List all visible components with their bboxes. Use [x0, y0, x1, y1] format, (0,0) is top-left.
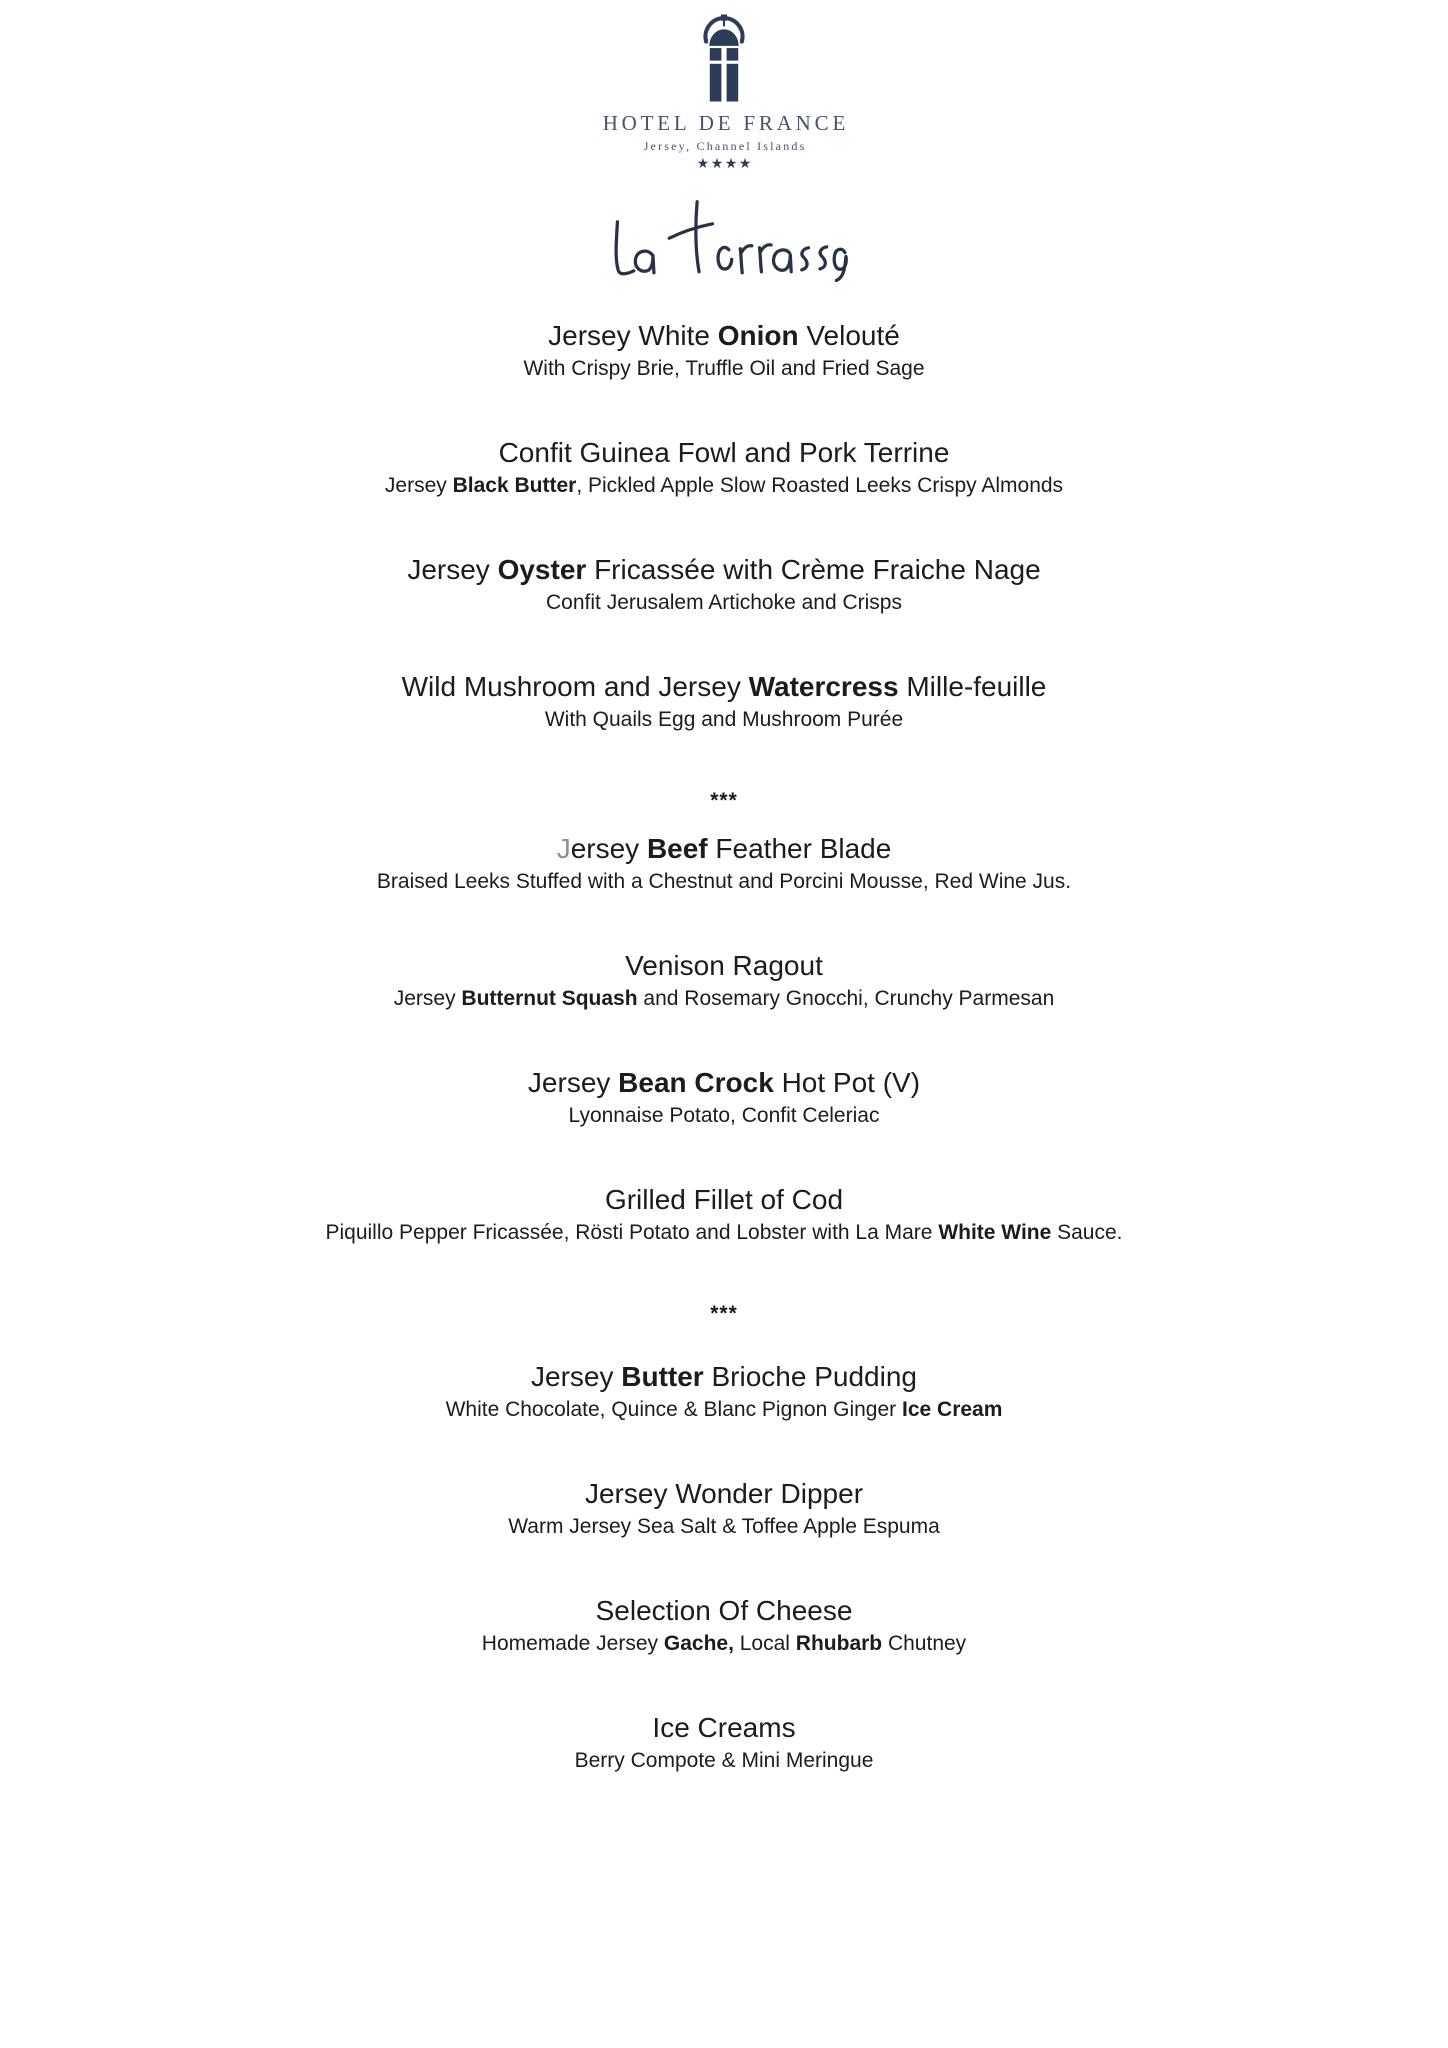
dish-title: Jersey Beef Feather Blade: [556, 833, 892, 864]
course-separator: ***: [710, 789, 738, 812]
menu-item: [0, 318, 1448, 384]
hotel-name: HOTEL DE FRANCE: [602, 111, 850, 135]
dish-title: Ice Creams: [652, 1712, 796, 1743]
menu-item: [0, 831, 1448, 897]
menu-item: [0, 435, 1448, 501]
menu-item: [0, 669, 1448, 735]
star-rating: ★★★★: [696, 155, 753, 171]
menu-item: [0, 1710, 1448, 1776]
dish-description: Piquillo Pepper Fricassée, Rösti Potato and Lobster with La Mare White Wine Sauce.: [325, 1221, 1123, 1244]
dish-description: Jersey Butternut Squash and Rosemary Gnocchi, Crunchy Parmesan: [393, 987, 1055, 1010]
menu-item: [0, 1359, 1448, 1425]
dish-description: Warm Jersey Sea Salt & Toffee Apple Espuma: [508, 1515, 940, 1538]
dish-title: Jersey Wonder Dipper: [584, 1478, 864, 1509]
dish-description: Homemade Jersey Gache, Local Rhubarb Chutney: [481, 1632, 967, 1655]
dish-title: Wild Mushroom and Jersey Watercress Mille-feuille: [401, 671, 1047, 702]
dish-title: Grilled Fillet of Cod: [604, 1184, 844, 1215]
dish-title: Jersey Butter Brioche Pudding: [531, 1361, 917, 1392]
la-terrasse-script-logo: [580, 195, 868, 291]
dish-description: Berry Compote & Mini Meringue: [574, 1749, 874, 1772]
hotel-logo-window-icon: [695, 14, 753, 102]
dish-title: Jersey White Onion Velouté: [548, 320, 900, 351]
menu-section-desserts: [0, 1359, 1448, 1776]
hotel-location: Jersey, Channel Islands: [643, 139, 807, 153]
course-separator: ***: [710, 1302, 738, 1325]
restaurant-name: [724, 291, 725, 292]
menu-item: [0, 1065, 1448, 1131]
dish-description: Confit Jerusalem Artichoke and Crisps: [546, 591, 902, 614]
brand-header: [0, 0, 1448, 291]
menu: [0, 318, 1448, 1776]
dish-description: With Crispy Brie, Truffle Oil and Fried Sage: [523, 357, 925, 380]
dish-description: Braised Leeks Stuffed with a Chestnut and Porcini Mousse, Red Wine Jus.: [376, 870, 1072, 893]
menu-item: [0, 948, 1448, 1014]
menu-section-starters: [0, 318, 1448, 735]
dish-title: Confit Guinea Fowl and Pork Terrine: [498, 437, 950, 468]
dish-description: White Chocolate, Quince & Blanc Pignon Ginger Ice Cream: [445, 1398, 1003, 1421]
menu-section-mains: [0, 831, 1448, 1248]
menu-item: [0, 552, 1448, 618]
dish-title: Jersey Bean Crock Hot Pot (V): [527, 1067, 921, 1098]
menu-item: [0, 1182, 1448, 1248]
dish-description: Jersey Black Butter, Pickled Apple Slow Roasted Leeks Crispy Almonds: [384, 474, 1064, 497]
dish-title: Selection Of Cheese: [595, 1595, 853, 1626]
dish-title: Jersey Oyster Fricassée with Crème Fraiche Nage: [407, 554, 1041, 585]
menu-item: [0, 1476, 1448, 1542]
dish-description: With Quails Egg and Mushroom Purée: [544, 708, 904, 731]
menu-item: [0, 1593, 1448, 1659]
dish-title: Venison Ragout: [625, 950, 823, 981]
dish-description: Lyonnaise Potato, Confit Celeriac: [568, 1104, 880, 1127]
